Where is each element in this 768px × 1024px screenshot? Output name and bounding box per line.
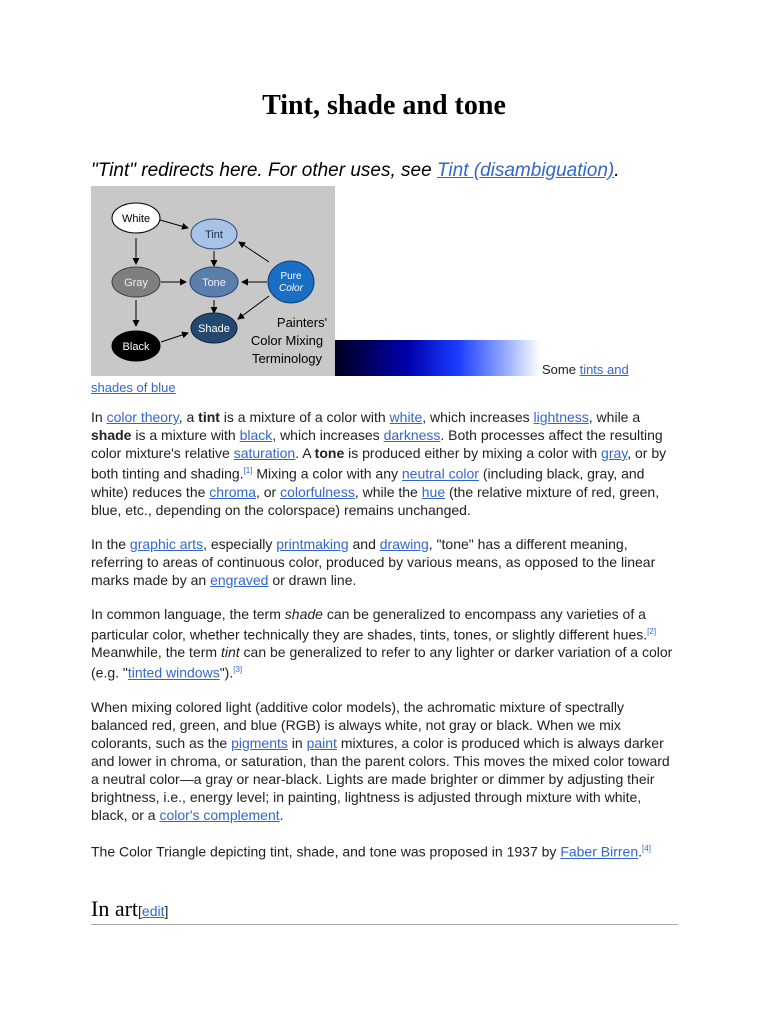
- italic-term-tint: tint: [220, 644, 240, 661]
- text: is a mixture with: [131, 427, 240, 443]
- hatnote-text: "Tint" redirects here. For other uses, see: [91, 160, 437, 181]
- black-link[interactable]: black: [239, 427, 273, 443]
- printmaking-link[interactable]: printmaking: [276, 535, 349, 552]
- text: . A: [295, 445, 315, 461]
- chroma-link[interactable]: chroma: [209, 483, 256, 500]
- color-theory-link[interactable]: color theory: [106, 409, 179, 425]
- text: , or: [255, 483, 281, 500]
- text: The Color Triangle depicting tint, shade, and tone was proposed in 1937 by: [91, 843, 561, 860]
- tone-node-label: Tone: [202, 277, 226, 289]
- drawing-link[interactable]: drawing: [379, 535, 429, 552]
- diagram-label-1: Painters': [276, 315, 328, 330]
- page-title: Tint, shade and tone: [262, 90, 506, 121]
- neutral-color-link[interactable]: neutral color: [401, 465, 479, 482]
- text: In: [91, 409, 107, 425]
- gray-node-label: Gray: [124, 277, 148, 289]
- text: . Both processes affect the resulting color mixture's relative: [91, 427, 663, 461]
- engraved-link[interactable]: engraved: [210, 571, 269, 588]
- reference-4[interactable]: [4]: [642, 843, 651, 853]
- paragraph-5: [91, 840, 681, 861]
- hatnote-end: .: [614, 160, 620, 181]
- saturation-link[interactable]: saturation: [233, 445, 296, 461]
- bold-term-tint: tint: [198, 409, 220, 425]
- paragraph-3: [91, 605, 681, 682]
- text: , "tone" has a different meaning, referring to areas of continuous color, produced by various means, as opposed to the linear marks made by an: [91, 535, 656, 588]
- white-link[interactable]: white: [389, 409, 423, 425]
- image-caption-line2: [91, 380, 176, 395]
- graphic-arts-link[interactable]: graphic arts: [129, 535, 204, 552]
- black-node-label: Black: [122, 341, 150, 353]
- text: can be generalized to refer to any lighter or darker variation of a color (e.g. ": [91, 644, 673, 681]
- text: .: [279, 806, 284, 823]
- bold-term-tone: tone: [314, 445, 345, 461]
- italic-term-shade: shade: [284, 605, 323, 622]
- text: , a: [178, 409, 199, 425]
- paragraph-1: [91, 408, 681, 519]
- text: mixtures, a color is produced which is always darker and lower in chroma, or saturation, than the parent colors. This moves the mixed color toward a neutral color—a gray or near-black. Lights are made brighter or dimmer by adjusting their brightness, i.e., energy level; in painting, lightness is adjusted through mixture with white, black, or a: [91, 734, 670, 823]
- text: (including black, gray, and white) reduces the: [91, 465, 645, 500]
- color-mixing-diagram[interactable]: [91, 186, 335, 376]
- text: , especially: [203, 535, 277, 552]
- edit-bracket-open: [: [138, 903, 142, 919]
- colors-complement-link[interactable]: color's complement: [159, 806, 280, 823]
- edit-bracket-close: ]: [164, 903, 169, 919]
- text: , while a: [588, 409, 641, 425]
- text: ").: [219, 664, 234, 681]
- tint-node-label: Tint: [205, 229, 223, 241]
- paragraph-4: [91, 698, 681, 824]
- pigments-link[interactable]: pigments: [231, 734, 288, 751]
- pure-color-node: [268, 261, 314, 303]
- text: and: [348, 535, 380, 552]
- tinted-windows-link[interactable]: tinted windows: [127, 664, 220, 681]
- colorfulness-link[interactable]: colorfulness: [280, 483, 355, 500]
- text: , while the: [354, 483, 422, 500]
- reference-1[interactable]: [1]: [243, 466, 253, 475]
- diagram-label-3: Terminology: [251, 351, 323, 366]
- lightness-link[interactable]: lightness: [533, 409, 589, 425]
- diagram-label-2: Color Mixing: [250, 333, 324, 348]
- pure-node-label-1: Pure: [280, 271, 302, 282]
- diagram-svg: [91, 186, 335, 376]
- text: Meanwhile, the term: [91, 644, 221, 661]
- article-body: [91, 408, 681, 877]
- arrow-pure-shade: [238, 296, 269, 319]
- text: , which increases: [272, 427, 384, 443]
- shade-node-label: Shade: [198, 323, 230, 335]
- arrow-white-tint: [160, 220, 188, 228]
- reference-3[interactable]: [3]: [233, 665, 243, 675]
- disambiguation-link[interactable]: Tint (disambiguation): [436, 160, 615, 181]
- text: In common language, the term: [91, 605, 285, 622]
- gray-link[interactable]: gray: [601, 445, 628, 461]
- text: .: [638, 843, 643, 860]
- arrow-black-shade: [161, 333, 188, 342]
- arrow-pure-tint: [239, 242, 269, 262]
- text: in: [287, 734, 307, 751]
- section-heading-in-art: [91, 896, 678, 925]
- darkness-link[interactable]: darkness: [383, 427, 441, 443]
- blue-gradient-image[interactable]: [335, 340, 540, 376]
- text: (the relative mixture of red, green, blue, etc., depending on the colorspace) remains unchanged.: [91, 483, 660, 518]
- text: or drawn line.: [268, 571, 357, 588]
- reference-2[interactable]: [2]: [647, 626, 657, 636]
- caption-prefix: Some: [542, 362, 580, 377]
- section-title: In art: [91, 896, 139, 921]
- text: , which increases: [422, 409, 534, 425]
- text: , or by both tinting and shading.: [91, 445, 667, 482]
- paint-link[interactable]: paint: [306, 734, 337, 751]
- text: can be generalized to encompass any varieties of a particular color, whether technically they are shades, tints, tones, or slightly different hues.: [91, 605, 648, 643]
- edit-section: [138, 903, 168, 919]
- paragraph-2: [91, 535, 681, 589]
- edit-link[interactable]: edit: [141, 903, 165, 919]
- pure-node-label-2: Color: [279, 283, 303, 294]
- text: is a mixture of a color with: [219, 409, 390, 425]
- shades-of-blue-link[interactable]: shades of blue: [91, 380, 176, 395]
- text: is produced either by mixing a color with: [344, 445, 602, 461]
- text: Mixing a color with any: [252, 465, 402, 482]
- white-node-label: White: [121, 213, 151, 225]
- text: When mixing colored light (additive color models), the achromatic mixture of spectrally balanced red, green, and blue (RGB) is always white, not gray or black. When we mix colorants, such as the: [91, 698, 624, 751]
- bold-term-shade: shade: [91, 427, 132, 443]
- faber-birren-link[interactable]: Faber Birren: [560, 843, 639, 860]
- text: In the: [91, 535, 130, 552]
- tints-link[interactable]: tints and: [579, 362, 629, 377]
- hatnote: [91, 160, 620, 182]
- image-caption-line1: [542, 362, 629, 377]
- hue-link[interactable]: hue: [421, 483, 446, 500]
